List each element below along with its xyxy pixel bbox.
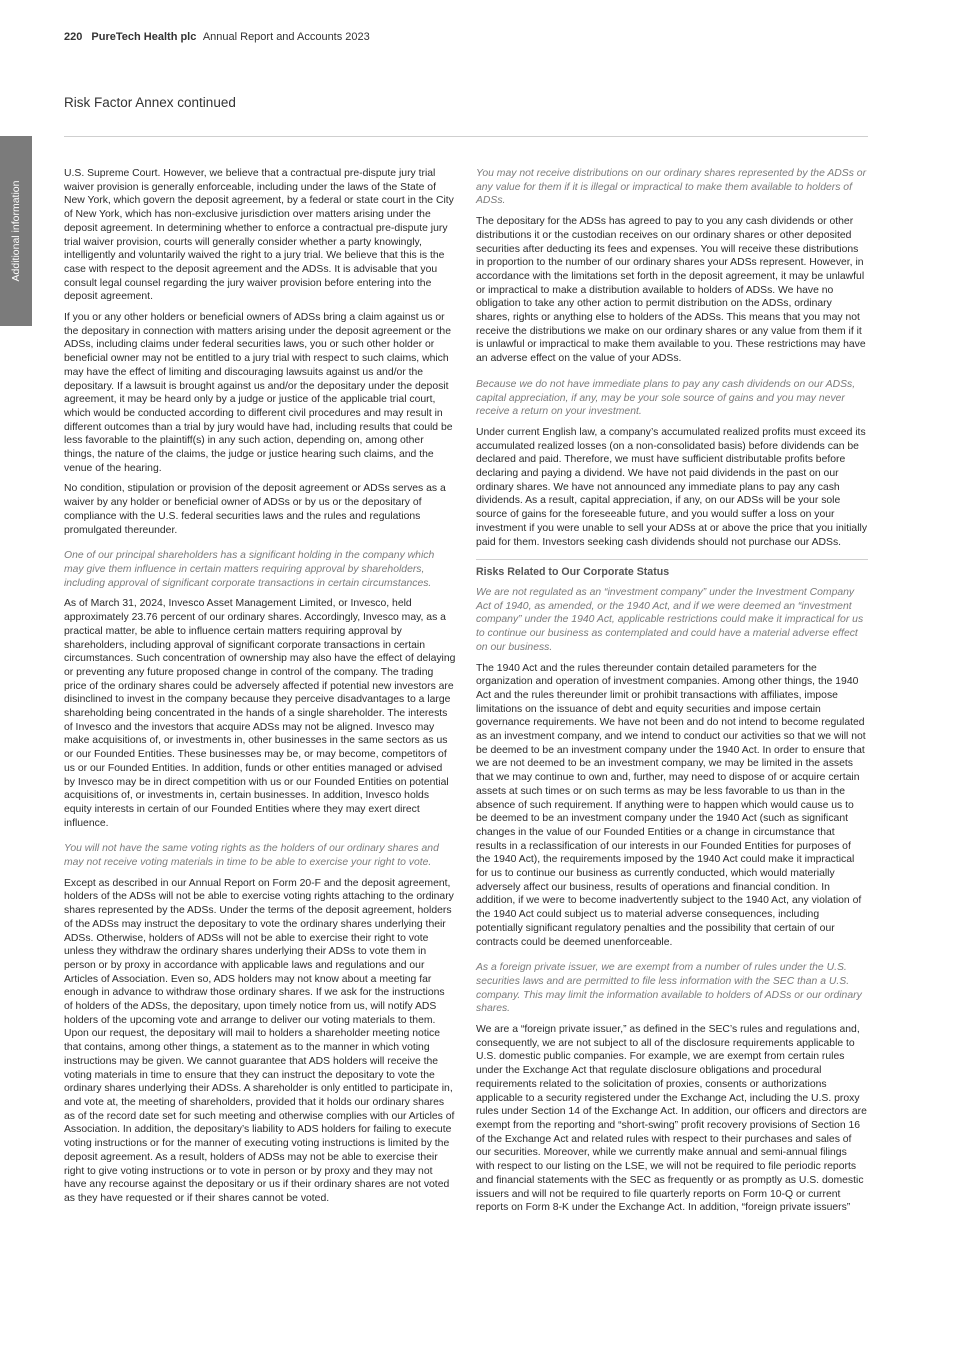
risk-heading: Because we do not have immediate plans to pay any cash dividends on our ADSs, capital appreciation, if any, may be your sole source of gains and you may never receive a return on your investment. xyxy=(476,378,856,418)
report-name: Annual Report and Accounts 2023 xyxy=(202,31,370,43)
side-tab-label: Additional information xyxy=(10,180,22,282)
risk-heading: You will not have the same voting rights as the holders of our ordinary shares and may not receive voting materials in time to be able to exercise your right to vote. xyxy=(64,843,439,869)
section-title: Risk Factor Annex continued xyxy=(64,95,236,110)
subheading-block xyxy=(476,559,868,580)
paragraph: We are a “foreign private issuer,” as defined in the SEC’s rules and regulations and, consequently, we are not subject to all of the disclosure requirements applicable to U.S. domestic public companies. For example, we are exempt from certain rules under the Exchange Act that regulate disclosure obligations and procedural requirements related to the solicitation of proxies, consents or authorizations applicable to a security registered under the Exchange Act, including the U.S. proxy rules under Section 14 of the Exchange Act. In addition, our officers and directors are exempt from the reporting and “short-swing” profit recovery provisions of Section 16 of the Exchange Act and related rules with respect to their purchases and sales of our securities. Moreover, while we currently make annual and semi-annual filings with respect to our listing on the LSE, we will not be required to file periodic reports and financial statements with the SEC as frequently or as promptly as U.S. domestic issuers and will not be required to file quarterly reports on Form 10-Q or current reports on Form 8-K under the Exchange Act. In addition, “foreign private issuers” xyxy=(476,1024,867,1214)
side-tab xyxy=(0,136,32,326)
risk-heading: We are not regulated as an “investment company” under the Investment Company Act of 1940, as amended, or the 1940 Act, and if we were deemed an “investment company” under the 1940 Act, applicable restrictions could make it impractical for us to continue our business as contemplated and could have a material adverse effect on our business. xyxy=(476,586,864,653)
header-divider xyxy=(64,136,868,137)
company-name: PureTech Health plc xyxy=(91,31,197,43)
paragraph: If you or any other holders or beneficial owners of ADSs bring a claim against us or the depositary in connection with matters arising under the deposit agreement or the ADSs, including claims under federal securities laws, you or such other holder or beneficial owner may not be entitled to a jury trial with respect to such claims, which may have the effect of limiting and discouraging lawsuits against us and/or the depositary. If a lawsuit is brought against us and/or the depositary under the deposit agreement, it may be heard only by a judge or justice of the applicable trial court, which would be conducted according to different civil procedures and may result in different outcomes than a trial by jury would have had, including results that could be less favorable to the plaintiff(s) in any such action, depending on, among other things, the nature of the claims, the judge or justice hearing such claims, and the venue of the hearing. xyxy=(64,312,453,474)
paragraph: No condition, stipulation or provision of the deposit agreement or ADSs serves as a waiver by any holder or beneficial owner of ADSs or by us or the depositary of compliance with the U.S. federal securities laws and the rules and regulations promulgated thereunder. xyxy=(64,483,446,536)
paragraph: As of March 31, 2024, Invesco Asset Management Limited, or Invesco, held approximately 23.76 percent of our ordinary shares. Accordingly, Invesco may, as a practical matter, be able to influence certain matters requiring approval by shareholders, including approval of significant corporate transactions in certain circumstances. Such concentration of ownership may also have the effect of delaying or preventing any future proposed change in control of the company. The trading price of the ordinary shares could be adversely affected if potential new investors are disinclined to invest in the company because they perceive disadvantages to a large shareholding being concentrated in the hands of a single shareholder. The interests of Invesco and the investors that acquire ADSs may not be aligned. Invesco may make acquisitions of, or investments in, other businesses in the same sectors as us or our Founded Entities. These businesses may be, or may become, competitors of us or our Founded Entities. In addition, funds or other entities managed or advised by Invesco may be in direct competition with us or our Founded Entities on potential acquisitions of, or investments in, certain businesses. In addition, Invesco holds equity interests in certain of our Founded Entities where they may exert direct influence. xyxy=(64,598,456,829)
paragraph: The 1940 Act and the rules thereunder contain detailed parameters for the organization and operation of investment companies. Among other things, the 1940 Act and the rules thereunder limit or prohibit transactions with affiliates, impose limitations on the issuance of debt and equity securities and impose certain governance requirements. We have not been and do not intend to become regulated as an investment company, and we intend to conduct our activities so that we will not be deemed to be an investment company under the 1940 Act. In order to ensure that we are not deemed to be an investment company, we may be limited in the assets that we may continue to own and, further, may need to dispose of or acquire certain assets at such times or on such terms as may be less favorable to us than in the absence of such requirement. If anything were to happen which would cause us to be deemed to be an investment company under the 1940 Act (such as significant changes in the value of our Founded Entities or a change in circumstance that results in a reclassification of our interests in our Founded Entities for purposes of the 1940 Act), the requirements imposed by the 1940 Act could make it impractical for us to continue our business as currently conducted, which would materially adversely affect our business, results of operations and financial condition. In addition, if we were to become inadvertently subject to the 1940 Act, any violation of the 1940 Act could subject us to material adverse consequences, including potentially significant regulatory penalties and the possibility that certain of our contracts could be deemed unenforceable. xyxy=(476,662,866,948)
risk-heading: As a foreign private issuer, we are exempt from a number of rules under the U.S. securities laws and are permitted to file less information with the SEC than a U.S. company. This may limit the information available to holders of ADSs or our ordinary shares. xyxy=(476,962,862,1015)
page-number: 220 xyxy=(64,31,83,43)
paragraph: Except as described in our Annual Report on Form 20-F and the deposit agreement, holders of the ADSs will not be able to exercise voting rights attaching to the ordinary shares represented by the ADSs. Under the terms of the deposit agreement, holders of the ADSs may instruct the depositary to vote the ordinary shares underlying their ADSs. Otherwise, holders of ADSs will not be able to exercise their right to vote unless they withdraw the ordinary shares underlying their ADSs to vote them in person or by proxy in accordance with applicable laws and regulations and our Articles of Association. Even so, ADS holders may not know about a meeting far enough in advance to withdraw those ordinary shares. If we ask for the instructions of holders of the ADSs, the depositary, upon timely notice from us, will notify ADS holders of the upcoming vote and arrange to deliver our voting materials to them. Upon our request, the depositary will mail to holders a shareholder meeting notice that contains, among other things, a statement as to the manner in which voting instructions may be given. We cannot guarantee that ADS holders will receive the voting materials in time to ensure that they can instruct the depositary to vote the ordinary shares underlying their ADSs. A shareholder is only entitled to participate in, and vote at, the meeting of shareholders, provided that it holds our ordinary shares as of the record date set for such meeting and otherwise complies with our Articles of Association. In addition, the depositary’s liability to ADS holders for failing to execute voting instructions or for the manner of executing voting instructions is limited by the deposit agreement. As a result, holders of ADSs may not be able to exercise their right to give voting instructions or to vote in person or by proxy and they may not have any recourse against the depositary or us if their ordinary shares are not voted as they have requested or if their shares cannot be voted. xyxy=(64,877,455,1204)
paragraph: The depositary for the ADSs has agreed to pay to you any cash dividends or other distributions it or the custodian receives on our ordinary shares or other deposited securities after deducting its fees and expenses. You will receive these distributions in proportion to the number of our ordinary shares your ADSs represent. However, in accordance with the limitations set forth in the deposit agreement, it may be unlawful or impractical to make a distribution available to holders of ADSs. We have no obligation to take any other action to permit distribution on the ADSs, ordinary shares, rights or anything else to holders of the ADSs. This means that you may not receive the distributions we make on our ordinary shares or any value from them if it is unlawful or impractical to make them available to you. These restrictions may have an adverse effect on the value of your ADSs. xyxy=(476,216,866,365)
right-column xyxy=(476,167,868,1222)
subheading: Risks Related to Our Corporate Status xyxy=(476,566,670,579)
risk-heading: One of our principal shareholders has a significant holding in the company which may give them influence in certain matters requiring approval by shareholders, including approval of significant corporate transactions in certain circumstances. xyxy=(64,550,435,589)
paragraph: U.S. Supreme Court. However, we believe that a contractual pre-dispute jury trial waiver provision is generally enforceable, including under the laws of the State of New York, which govern the deposit agreement, by a federal or state court in the City of New York, which has non-exclusive jurisdiction over matters arising under the deposit agreement. In determining whether to enforce a contractual pre-dispute jury trial waiver provision, courts will generally consider whether a party knowingly, intelligently and voluntarily waived the right to a jury trial. We believe that this is the case with respect to the deposit agreement and the ADSs. It is advisable that you consult legal counsel regarding the jury waiver provision before entering into the deposit agreement. xyxy=(64,168,454,303)
left-column xyxy=(64,167,456,1213)
paragraph: Under current English law, a company’s accumulated realized profits must exceed its accumulated realized losses (on a non-consolidated basis) before dividends can be declared and paid. Therefore, we must have sufficient distributable profits before declaring and paying a dividend. We have not paid dividends in the past on our ordinary shares. We have not announced any immediate plans to pay any cash dividends. As a result, capital appreciation, if any, on our ADSs will be your sole source of gains for the foreseeable future, and you would suffer a loss on your investment if you were unable to sell your ADSs at or above the price that you initially paid for them. Investors seeking cash dividends should not purchase our ADSs. xyxy=(476,426,868,548)
risk-heading: You may not receive distributions on our ordinary shares represented by the ADSs or any value for them if it is illegal or impractical to make them available to holders of ADSs. xyxy=(476,168,867,207)
running-header xyxy=(64,31,370,43)
